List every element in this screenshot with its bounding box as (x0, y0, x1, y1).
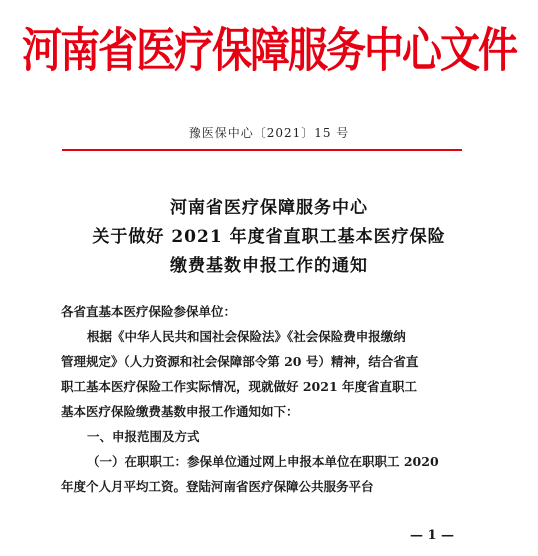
paragraph-line-4: 基本医疗保险缴费基数申报工作通知如下： (61, 404, 299, 419)
document-header-title: 河南省医疗保障服务中心文件 (22, 24, 516, 79)
section-heading: 一、申报范围及方式 (87, 429, 200, 444)
notice-title (0, 194, 538, 281)
paragraph-line-2: 管理规定》（人力资源和社会保障部令第 20 号）精神，结合省直 (61, 354, 419, 369)
paragraph-line-3: 职工基本医疗保险工作实际情况，现就做好 2021 年度省直职工 (61, 379, 417, 394)
page-number: — 1 — (409, 528, 455, 543)
notice-title-line-3: 缴费基数申报工作的通知 (170, 256, 368, 276)
notice-title-line-2: 关于做好 2021 年度省直职工基本医疗保险 (92, 227, 446, 247)
notice-title-line-1: 河南省医疗保障服务中心 (170, 198, 368, 218)
notice-body (61, 299, 476, 499)
section-line-2: 年度个人月平均工资。登陆河南省医疗保障公共服务平台 (61, 479, 374, 494)
document-number: 豫医保中心〔2021〕15 号 (188, 126, 350, 140)
section-line-1: （一）在职职工：参保单位通过网上申报本单位在职职工 2020 (87, 454, 439, 469)
paragraph-line-1: 根据《中华人民共和国社会保险法》《社会保险费申报缴纳 (87, 329, 406, 344)
salutation: 各省直基本医疗保险参保单位： (61, 304, 237, 319)
red-divider-line (62, 149, 462, 151)
